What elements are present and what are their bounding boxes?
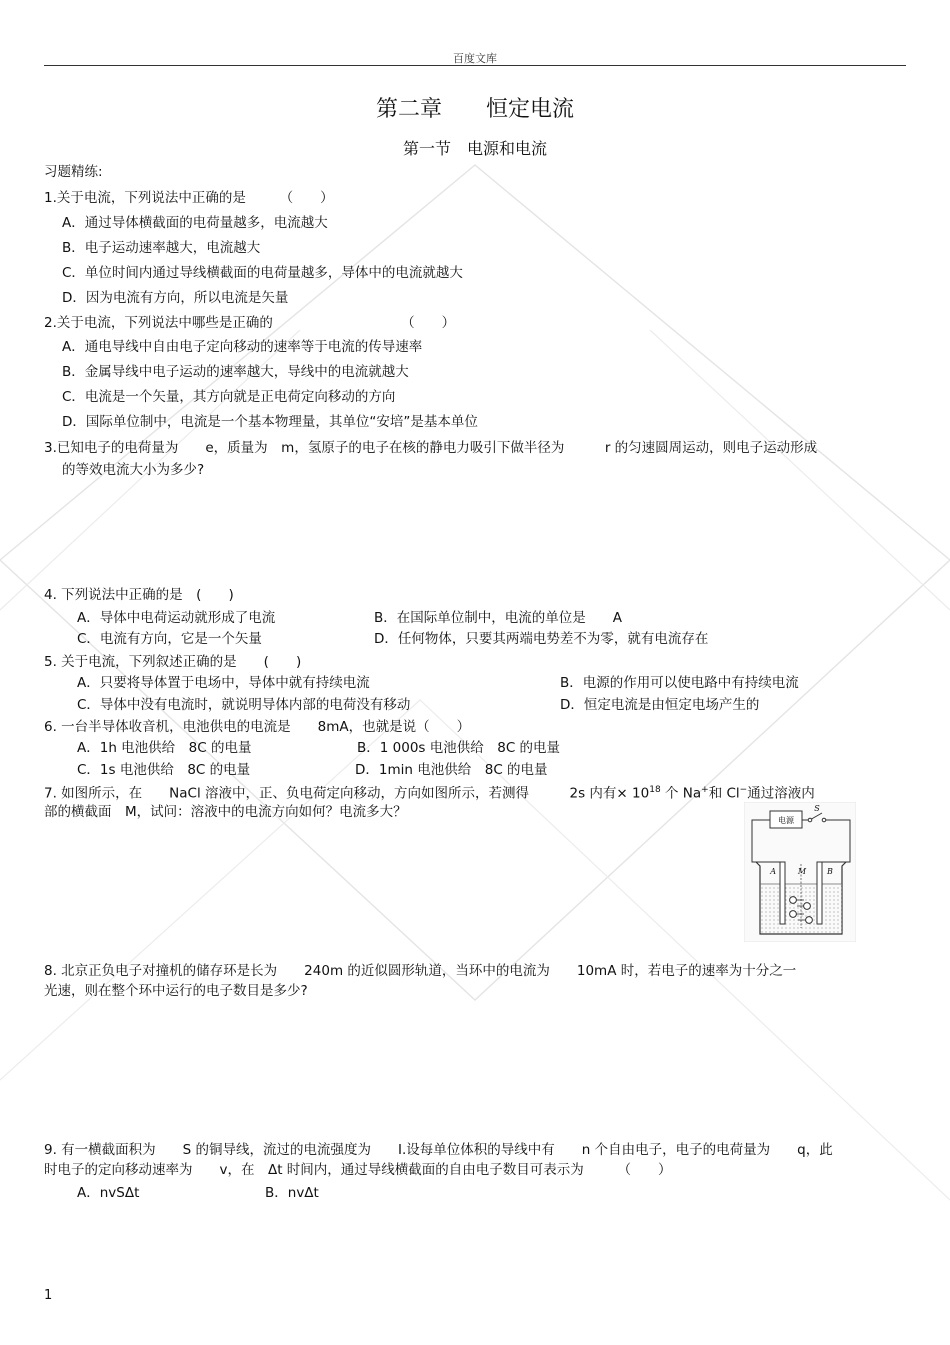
diagram-label-m: M xyxy=(797,867,807,876)
diagram-source-label: 电源 xyxy=(778,816,794,825)
diagram-label-a: A xyxy=(770,867,776,876)
question-line-q1a: A．通过导体横截面的电荷量越多，电流越大 xyxy=(62,215,328,231)
section-title: 第一节 电源和电流 xyxy=(402,139,547,158)
question-line-q8b: 光速，则在整个环中运行的电子数目是多少? xyxy=(44,983,308,999)
q7-sup-minus: − xyxy=(739,785,748,795)
question-line-q7b: 部的横截面 M，试问：溶液中的电流方向如何？电流多大？ xyxy=(44,804,407,820)
question-line-q6: 6. 一台半导体收音机，电池供电的电流是 8mA，也就是说（ ） xyxy=(44,719,471,735)
q7-text-mid1: 个 Na xyxy=(660,785,702,802)
question-line-q9a: A．nvSΔt xyxy=(77,1185,140,1201)
diagram-switch-label: S xyxy=(814,804,820,813)
page-header: 百度文库 xyxy=(453,52,497,65)
question-line-q6c: C．1s 电池供给 8C 的电量 xyxy=(77,762,251,778)
page-number: 1 xyxy=(44,1288,53,1303)
question-line-q2: 2.关于电流，下列说法中哪些是正确的 （ ） xyxy=(44,315,456,331)
question-line-q4a: A．导体中电荷运动就形成了电流 xyxy=(77,610,276,626)
question-line-q2c: C．电流是一个矢量，其方向就是正电荷定向移动的方向 xyxy=(62,389,396,405)
question-line-q5a: A．只要将导体置于电场中，导体中就有持续电流 xyxy=(77,675,370,691)
q7-text-post: 通过溶液内 xyxy=(747,785,815,802)
question-line-q4: 4. 下列说法中正确的是 ( ) xyxy=(44,587,234,603)
question-line-q5b: B．电源的作用可以使电路中有持续电流 xyxy=(560,675,799,691)
question-line-q3: 3.已知电子的电荷量为 e，质量为 m，氢原子的电子在核的静电力吸引下做半径为 r 的匀速圆周运动，则电子运动形成 xyxy=(44,440,818,456)
question-line-q4d: D．任何物体，只要其两端电势差不为零，就有电流存在 xyxy=(374,631,709,647)
section-label: 习题精练: xyxy=(44,164,103,180)
q7-text-pre: 7. 如图所示，在 NaCl 溶液中，正、负电荷定向移动，方向如图所示，若测得 2s 内有× 10 xyxy=(44,785,650,802)
question-line-q1d: D．因为电流有方向，所以电流是矢量 xyxy=(62,290,289,306)
question-line-q2d: D．国际单位制中，电流是一个基本物理量，其单位“安培”是基本单位 xyxy=(62,414,478,430)
question-line-q1c: C．单位时间内通过导线横截面的电荷量越多，导体中的电流就越大 xyxy=(62,265,463,281)
question-line-q1b: B．电子运动速率越大，电流越大 xyxy=(62,240,261,256)
q7-sup-exponent: 18 xyxy=(649,785,661,795)
question-line-q5d: D．恒定电流是由恒定电场产生的 xyxy=(560,697,760,713)
q7-text-mid2: 和 Cl xyxy=(708,785,740,802)
electrolysis-diagram xyxy=(744,802,856,942)
question-line-q6b: B．1 000s 电池供给 8C 的电量 xyxy=(357,740,561,756)
header-rule xyxy=(44,65,906,66)
question-line-q5c: C．导体中没有电流时，就说明导体内部的电荷没有移动 xyxy=(77,697,411,713)
chapter-title: 第二章 恒定电流 xyxy=(375,97,574,122)
question-line-q8: 8. 北京正负电子对撞机的储存环是长为 240m 的近似圆形轨道，当环中的电流为 10mA 时，若电子的速率为十分之一 xyxy=(44,963,797,979)
question-line-q4b: B．在国际单位制中，电流的单位是 A xyxy=(374,610,622,626)
diagram-label-b: B xyxy=(827,867,833,876)
question-line-q6d: D．1min 电池供给 8C 的电量 xyxy=(355,762,548,778)
q7-sup-plus: + xyxy=(701,785,709,795)
question-line-q9bb: B．nvΔt xyxy=(265,1185,319,1201)
question-line-q4c: C．电流有方向，它是一个矢量 xyxy=(77,631,262,647)
question-line-q9: 9. 有一横截面积为 S 的铜导线，流过的电流强度为 I.设每单位体积的导线中有 n 个自由电子，电子的电荷量为 q，此 xyxy=(44,1142,833,1158)
question-line-q1: 1.关于电流，下列说法中正确的是 （ ） xyxy=(44,190,334,206)
question-line-q3b: 的等效电流大小为多少? xyxy=(62,462,205,478)
question-line-q9b: 时电子的定向移动速率为 v，在 Δt 时间内，通过导线横截面的自由电子数目可表示为 （ ） xyxy=(44,1162,672,1178)
question-line-q2b: B．金属导线中电子运动的速率越大，导线中的电流就越大 xyxy=(62,364,409,380)
question-line-q2a: A．通电导线中自由电子定向移动的速率等于电流的传导速率 xyxy=(62,339,423,355)
question-7-line xyxy=(44,781,815,803)
question-line-q5: 5. 关于电流，下列叙述正确的是 ( ) xyxy=(44,654,302,670)
question-line-q6a: A．1h 电池供给 8C 的电量 xyxy=(77,740,252,756)
